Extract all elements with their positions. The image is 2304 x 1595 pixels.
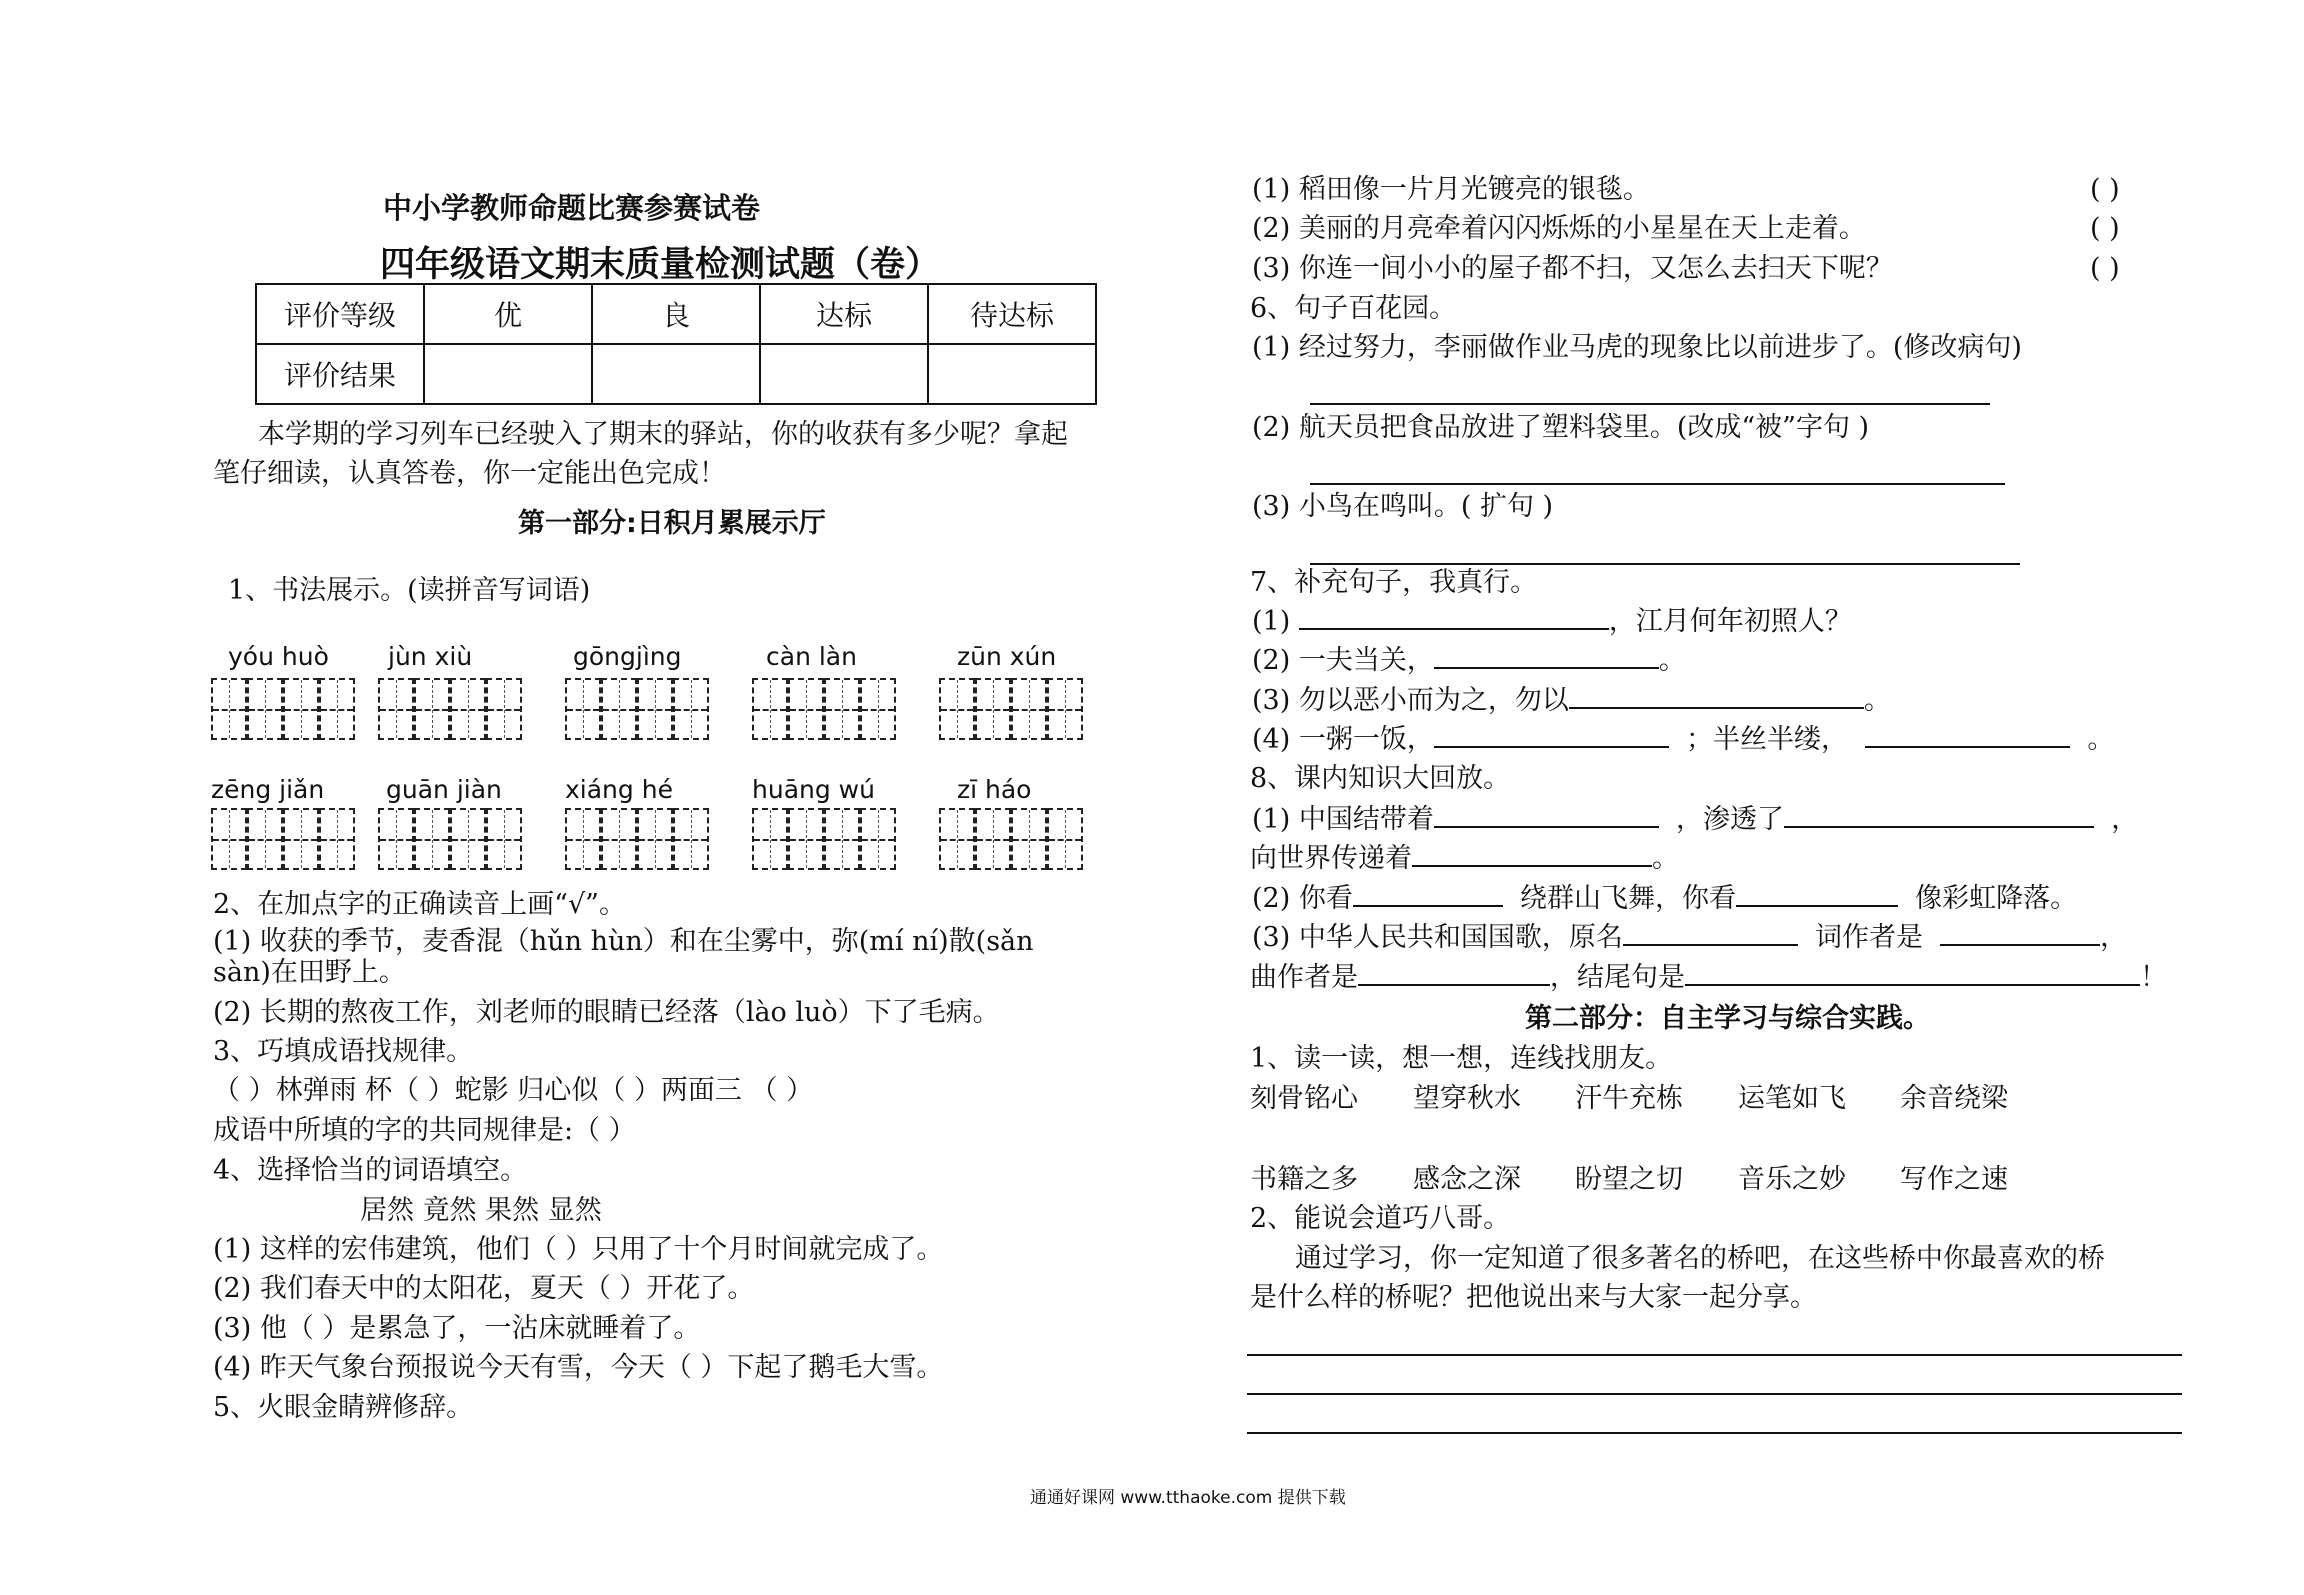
footer-text: 通通好课网 www.tthaoke.com 提供下载 [1030,1488,1346,1508]
answer-line[interactable] [1247,1393,2182,1395]
item-text: 。 [2087,724,2115,755]
question-3: 3、巧填成语找规律。 [213,1036,474,1067]
match-item[interactable]: 书籍之多 [1250,1164,1358,1195]
question-8-item [1252,920,2127,955]
answer-blank[interactable] [1623,920,1798,946]
item-text: (1) 中国结带着 [1252,804,1434,835]
item-text: 向世界传递着 [1250,843,1412,874]
eval-cell: 达标 [760,284,928,344]
answer-blank[interactable] [1434,802,1659,828]
writing-grid[interactable] [378,808,522,870]
question-2-item: (1) 收获的季节，麦香混（hǔn hùn）和在尘雾中，弥(mí ní)散(sǎn [213,926,1034,957]
question-7-item [1252,683,1891,718]
part2-question-2: 2、能说会道巧八哥。 [1250,1203,1511,1234]
question-4-item: (3) 他（ ）是累急了，一沾床就睡着了。 [213,1313,701,1344]
question-4-item: (1) 这样的宏伟建筑，他们（ ）只用了十个月时间就完成了。 [213,1234,944,1265]
item-text: ， [2111,804,2139,835]
answer-paren[interactable]: ( ) [2090,253,2120,284]
question-7-item [1252,722,2114,757]
pinyin-label: zī háo [957,775,1032,804]
item-text: 像彩虹降落。 [1915,883,2078,914]
eval-cell[interactable] [928,344,1096,404]
match-item[interactable]: 盼望之切 [1575,1164,1683,1195]
pinyin-label: zēng jiǎn [211,775,325,804]
question-8-item [1252,802,2138,837]
question-6-item: (1) 经过努力，李丽做作业马虎的现象比以前进步了。(修改病句) [1252,332,2022,363]
item-text: 。 [1652,843,1679,874]
question-5-item: (3) 你连一间小小的屋子都不扫，又怎么去扫天下呢？ [1252,253,1893,284]
question-7-item [1252,643,1686,678]
question-8-item [1252,881,2077,916]
part1-title: 第一部分:日积月累展示厅 [518,508,826,539]
answer-blank[interactable] [1784,802,2094,828]
answer-line[interactable] [1247,1432,2182,1434]
match-item[interactable]: 运笔如飞 [1738,1083,1846,1114]
answer-blank[interactable] [1685,960,2140,986]
question-1: 1、书法展示。(读拼音写词语) [228,575,591,606]
answer-blank[interactable] [1358,960,1550,986]
eval-cell: 良 [592,284,760,344]
match-item[interactable]: 感念之深 [1413,1164,1521,1195]
answer-line[interactable] [1310,403,1990,405]
pinyin-label: gōngjìng [573,642,682,671]
item-text: 。 [1658,645,1686,676]
writing-grid[interactable] [211,808,355,870]
writing-grid[interactable] [752,808,896,870]
answer-line[interactable] [1310,563,2020,565]
item-text: 词作者是 [1815,922,1923,953]
pinyin-label: xiáng hé [565,775,673,804]
part2-question-2-text: 通过学习，你一定知道了很多著名的桥吧，在这些桥中你最喜欢的桥 [1295,1243,2105,1274]
writing-grid[interactable] [752,678,896,740]
answer-line[interactable] [1310,483,2005,485]
question-4-item: (2) 我们春天中的太阳花，夏天（ ）开花了。 [213,1273,755,1304]
pinyin-label: jùn xiù [388,642,473,671]
eval-result-row [256,344,1096,404]
item-text: (2) 一夫当关， [1252,645,1434,676]
answer-blank[interactable] [1434,722,1669,748]
item-text: 绕群山飞舞，你看 [1520,883,1736,914]
writing-grid[interactable] [939,808,1083,870]
answer-blank[interactable] [1434,643,1659,669]
question-2-item: (2) 长期的熬夜工作，刘老师的眼睛已经落（lào luò）下了毛病。 [213,997,1000,1028]
pinyin-label: yóu huò [228,642,329,671]
contest-title: 中小学教师命题比赛参赛试卷 [383,191,761,225]
question-5-item: (1) 稻田像一片月光镀亮的银毯。 [1252,174,1650,205]
eval-cell: 评价结果 [256,344,424,404]
answer-blank[interactable] [1865,722,2070,748]
part2-question-2-text: 是什么样的桥呢？把他说出来与大家一起分享。 [1250,1282,1817,1313]
question-8-item [1250,841,1679,876]
item-text: (2) 你看 [1252,883,1353,914]
eval-cell: 评价等级 [256,284,424,344]
answer-blank[interactable] [1940,920,2100,946]
page-title: 四年级语文期末质量检测试题（卷） [380,245,941,285]
idiom-rule[interactable]: 成语中所填的字的共同规律是:（ ） [213,1115,636,1146]
answer-blank[interactable] [1736,881,1898,907]
question-8: 8、课内知识大回放。 [1250,763,1511,794]
eval-cell: 待达标 [928,284,1096,344]
eval-cell: 优 [424,284,592,344]
answer-paren[interactable]: ( ) [2090,213,2120,244]
answer-blank[interactable] [1353,881,1503,907]
item-text: (4) 一粥一饭， [1252,724,1434,755]
match-item[interactable]: 汗牛充栋 [1575,1083,1683,1114]
evaluation-table [255,283,1097,405]
pinyin-label: càn làn [766,642,857,671]
eval-grade-row [256,284,1096,344]
item-text: ，渗透了 [1676,804,1784,835]
question-6-item: (2) 航天员把食品放进了塑料袋里。(改成“被”字句 ) [1252,412,1870,443]
match-item[interactable]: 余音绕梁 [1900,1083,2008,1114]
answer-blank[interactable] [1569,683,1864,709]
question-6-item: (3) 小鸟在鸣叫。( 扩句 ) [1252,491,1554,522]
item-text: ；半丝半缕， [1686,724,1848,755]
writing-grid[interactable] [565,678,709,740]
eval-cell[interactable] [592,344,760,404]
item-text: (3) 中华人民共和国国歌，原名 [1252,922,1623,953]
writing-grid[interactable] [939,678,1083,740]
match-item[interactable]: 音乐之妙 [1738,1164,1846,1195]
word-choices: 居然 竟然 果然 显然 [360,1195,602,1226]
item-text: ！ [2140,962,2167,993]
answer-blank[interactable] [1299,604,1609,630]
eval-cell[interactable] [424,344,592,404]
question-4: 4、选择恰当的词语填空。 [213,1155,528,1186]
intro-line: 本学期的学习列车已经驶入了期末的驿站，你的收获有多少呢？拿起 [258,419,1068,450]
question-5-item: (2) 美丽的月亮牵着闪闪烁烁的小星星在天上走着。 [1252,213,1866,244]
intro-line: 笔仔细读，认真答卷，你一定能出色完成！ [213,458,726,489]
writing-grid[interactable] [565,808,709,870]
answer-line[interactable] [1247,1354,2182,1356]
match-item[interactable]: 刻骨铭心 [1250,1083,1358,1114]
eval-cell[interactable] [760,344,928,404]
pinyin-label: guān jiàn [386,775,502,804]
item-text: ，江月何年初照人？ [1608,606,1852,637]
item-text: (3) 勿以恶小而为之，勿以 [1252,685,1569,716]
question-7: 7、补充句子，我真行。 [1250,567,1538,598]
idiom-blanks[interactable]: （ ）林弹雨 杯（ ）蛇影 归心似（ ）两面三 （ ） [213,1075,814,1106]
writing-grid[interactable] [211,678,355,740]
question-7-item [1252,604,1852,639]
question-5: 5、火眼金睛辨修辞。 [213,1392,474,1423]
item-text: 曲作者是 [1250,962,1358,993]
answer-paren[interactable]: ( ) [2090,174,2120,205]
question-8-item [1250,960,2167,995]
item-text: 。 [1863,685,1891,716]
pinyin-label: huāng wú [752,775,875,804]
match-item[interactable]: 望穿秋水 [1413,1083,1521,1114]
item-text: ，结尾句是 [1550,962,1685,993]
pinyin-label: zūn xún [957,642,1057,671]
writing-grid[interactable] [378,678,522,740]
question-4-item: (4) 昨天气象台预报说今天有雪，今天（ ）下起了鹅毛大雪。 [213,1352,944,1383]
item-text: ， [2100,922,2128,953]
item-number: (1) [1252,606,1291,637]
question-6: 6、句子百花园。 [1250,293,1457,324]
match-item[interactable]: 写作之速 [1900,1164,2008,1195]
part2-question-1: 1、读一读，想一想，连线找朋友。 [1250,1043,1673,1074]
part2-title: 第二部分：自主学习与综合实践。 [1525,1003,1930,1034]
question-2: 2、在加点字的正确读音上画“√”。 [213,889,626,920]
answer-blank[interactable] [1412,841,1652,867]
question-2-item: sàn)在田野上。 [213,957,406,988]
